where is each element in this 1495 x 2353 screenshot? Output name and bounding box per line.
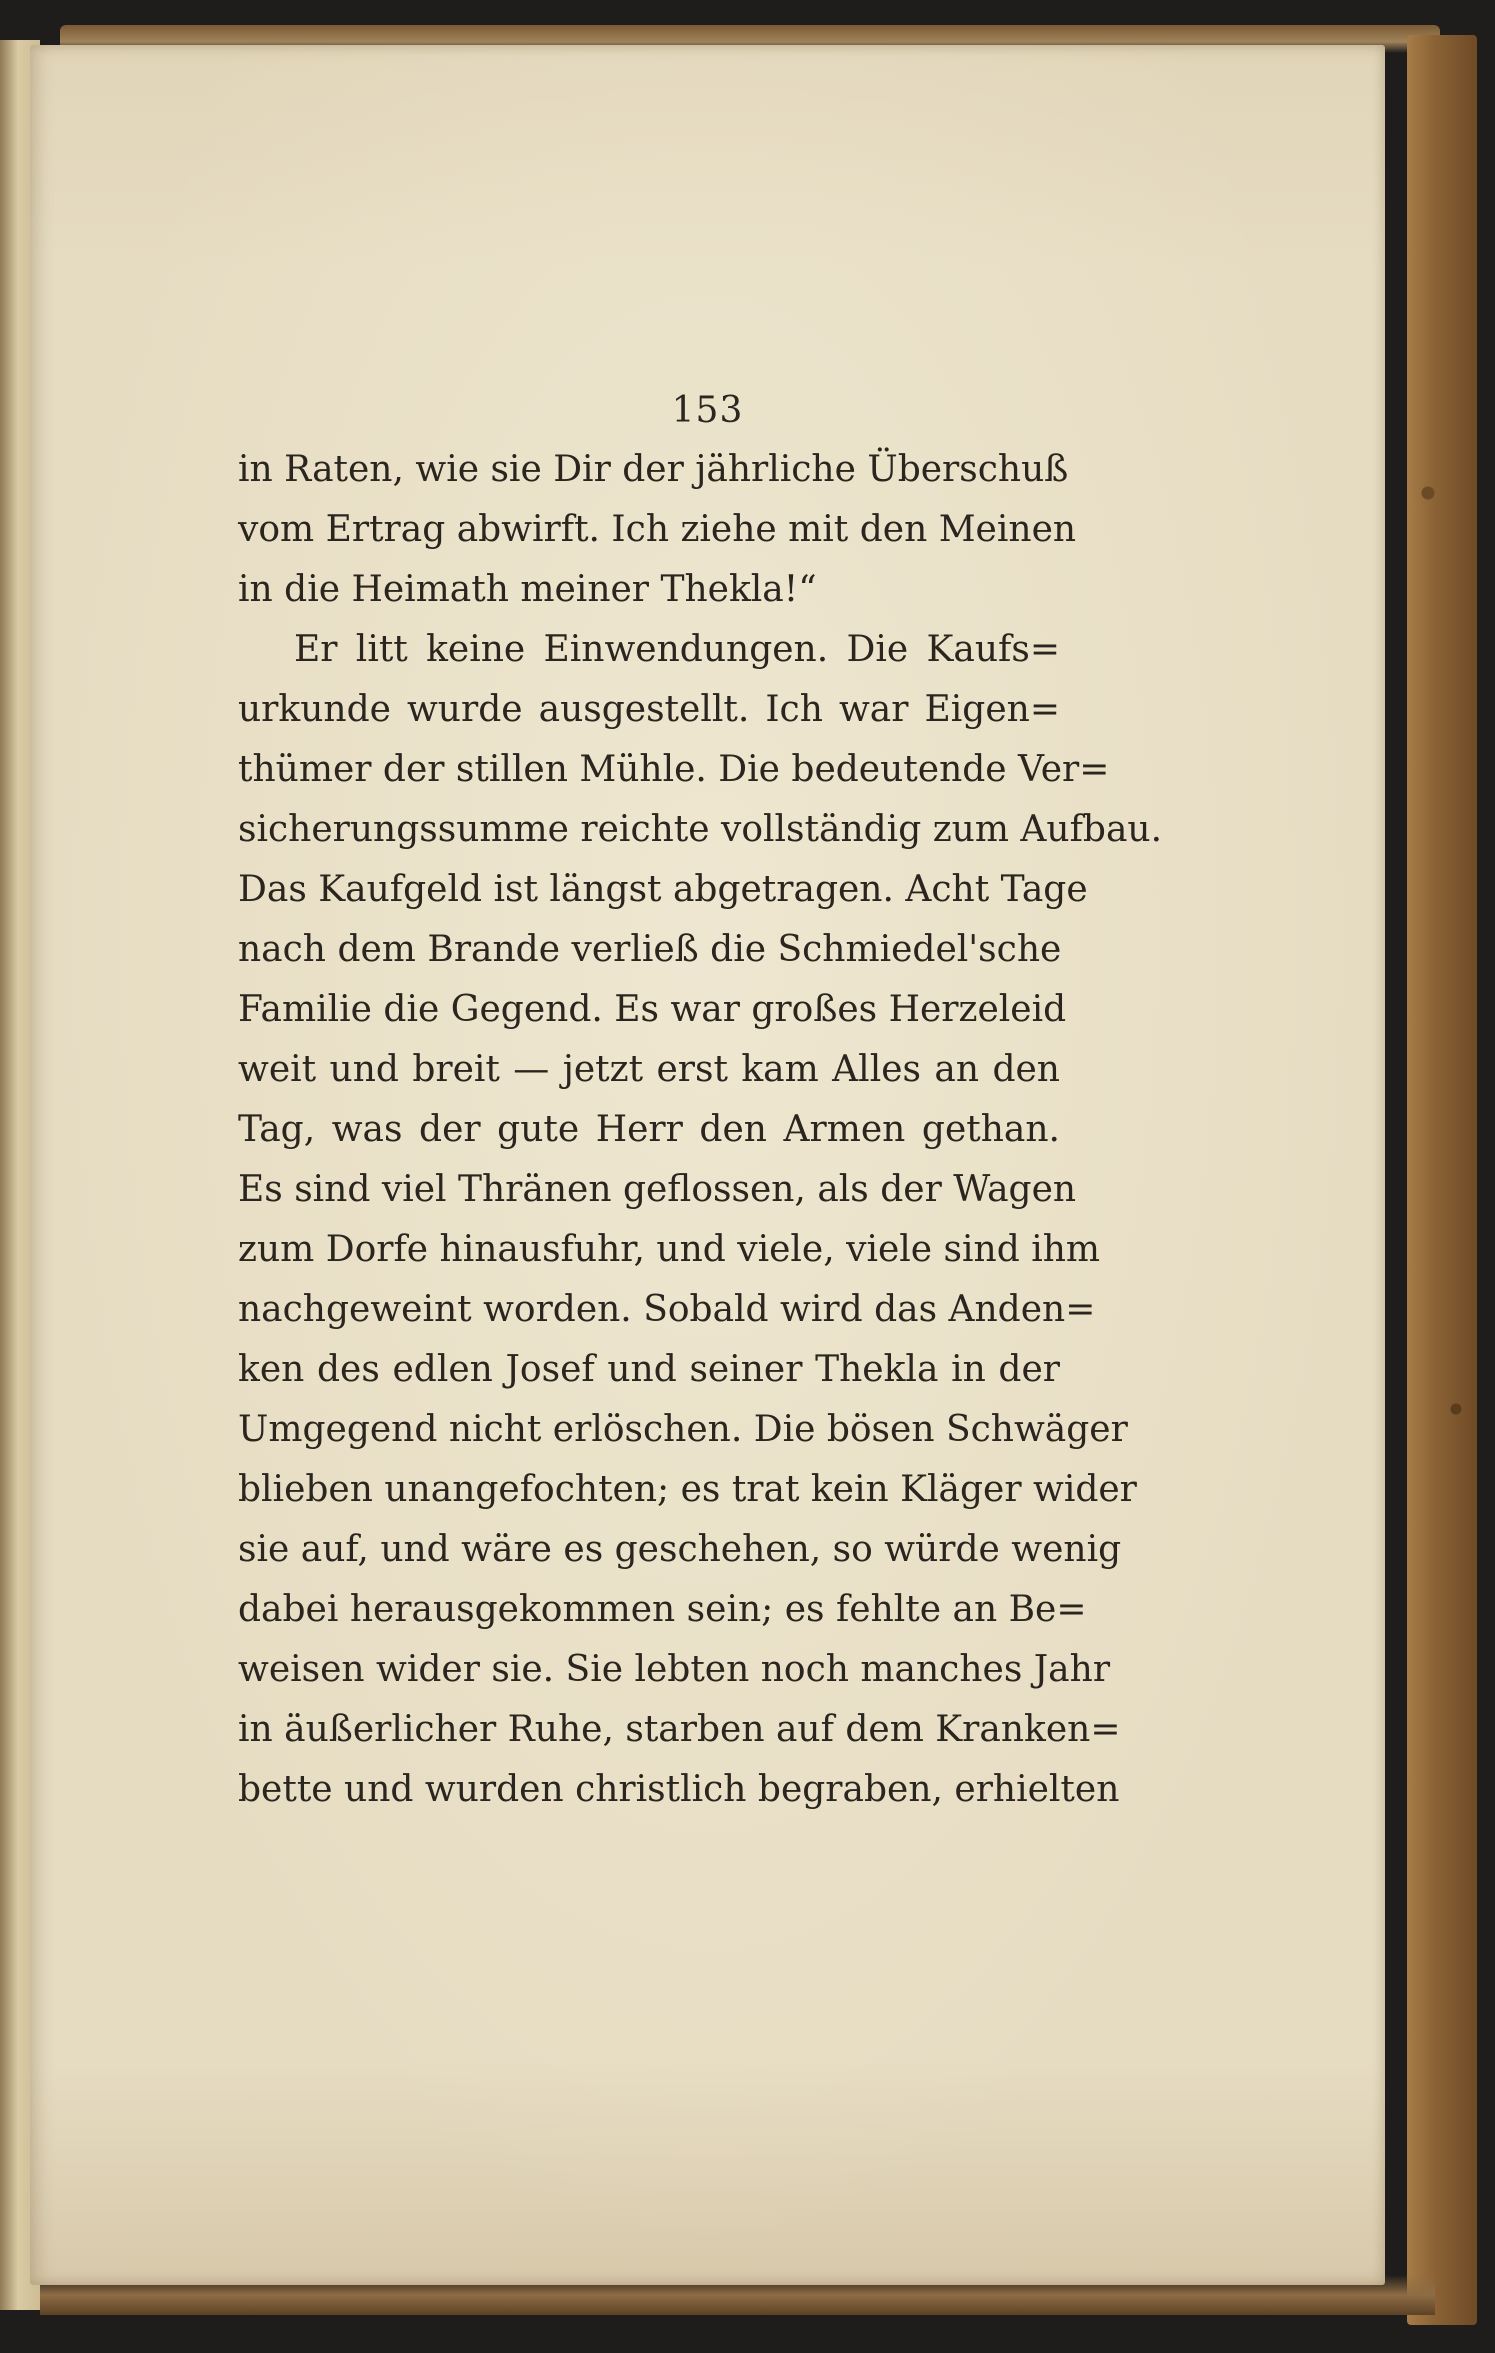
text-line: Er litt keine Einwendungen. Die Kaufs= <box>294 629 1060 670</box>
text-line: Tag, was der gute Herr den Armen gethan. <box>238 1109 1060 1150</box>
text-line: in die Heimath meiner Thekla!“ <box>238 569 817 610</box>
book-cover-board <box>1407 35 1477 2325</box>
text-line: Es sind viel Thränen geflossen, als der Wagen <box>238 1169 1077 1210</box>
text-line: sie auf, und wäre es geschehen, so würde wenig <box>238 1529 1122 1570</box>
text-line: bette und wurden christlich begraben, erhielten <box>238 1769 1120 1810</box>
text-line: weit und breit — jetzt erst kam Alles an den <box>238 1049 1060 1090</box>
text-line: blieben unangefochten; es trat kein Kläger wider <box>238 1469 1137 1510</box>
text-line: ken des edlen Josef und seiner Thekla in der <box>238 1349 1060 1390</box>
text-line: Umgegend nicht erlöschen. Die bösen Schwäger <box>238 1409 1128 1450</box>
text-line: sicherungssumme reichte vollständig zum Aufbau. <box>238 809 1163 850</box>
text-line: dabei herausgekommen sein; es fehlte an Be= <box>238 1589 1087 1630</box>
text-line: thümer der stillen Mühle. Die bedeutende Ver= <box>238 749 1110 790</box>
text-line: urkunde wurde ausgestellt. Ich war Eigen= <box>238 689 1060 730</box>
text-line: nach dem Brande verließ die Schmiedel'sche <box>238 929 1062 970</box>
text-line: vom Ertrag abwirft. Ich ziehe mit den Meinen <box>238 509 1077 550</box>
text-line: zum Dorfe hinausfuhr, und viele, viele sind ihm <box>238 1229 1101 1270</box>
text-line: in Raten, wie sie Dir der jährliche Überschuß <box>238 449 1069 490</box>
text-line: weisen wider sie. Sie lebten noch manches Jahr <box>238 1649 1111 1690</box>
page-number: 153 <box>671 390 744 431</box>
text-line: nachgeweint worden. Sobald wird das Anden= <box>238 1289 1096 1330</box>
text-line: Das Kaufgeld ist längst abgetragen. Acht Tage <box>238 869 1088 910</box>
text-line: in äußerlicher Ruhe, starben auf dem Kranken= <box>238 1709 1121 1750</box>
text-line: Familie die Gegend. Es war großes Herzeleid <box>238 989 1067 1030</box>
page-text <box>238 440 1163 1820</box>
